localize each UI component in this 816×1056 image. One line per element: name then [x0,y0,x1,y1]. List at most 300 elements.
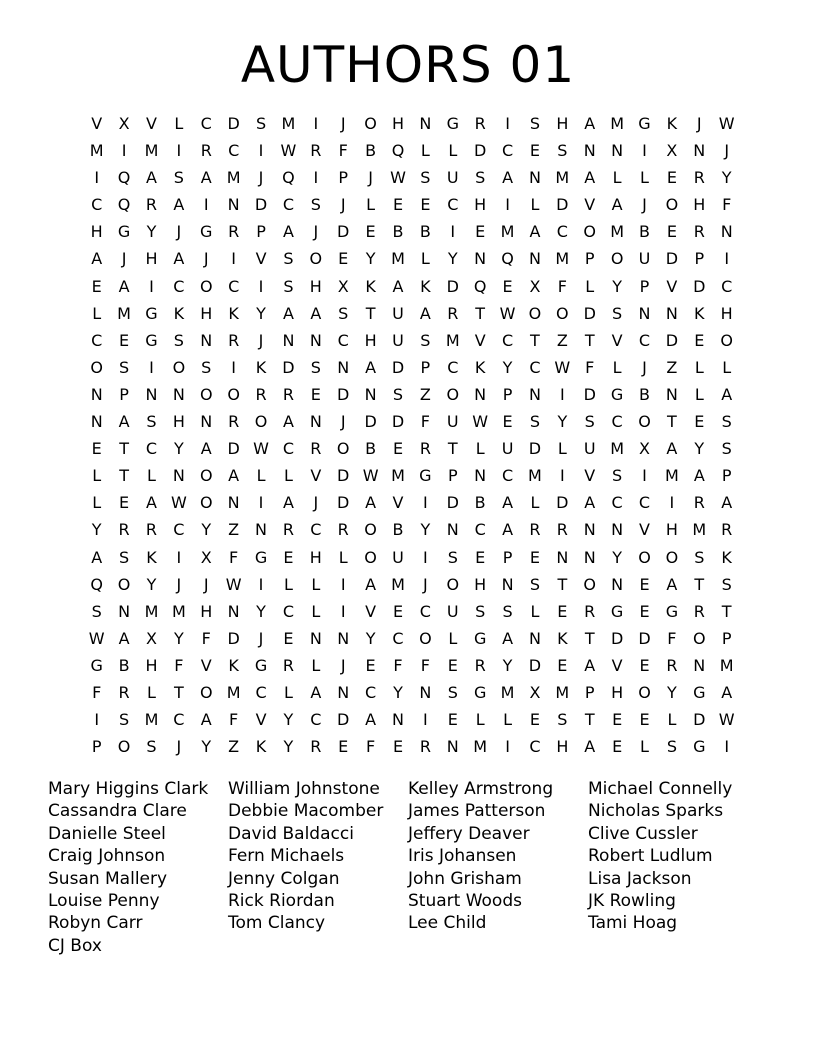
grid-letter[interactable]: M [144,141,159,161]
grid-letter[interactable]: G [693,682,706,702]
grid-letter[interactable]: M [500,222,515,242]
grid-letter[interactable]: R [200,141,212,161]
grid-letter[interactable]: M [117,303,131,323]
grid-letter[interactable]: N [337,628,350,648]
grid-letter[interactable]: M [555,168,570,188]
grid-letter[interactable]: P [447,466,458,486]
grid-letter[interactable]: I [642,466,647,486]
grid-letter[interactable]: P [91,737,102,757]
grid-letter[interactable]: A [584,737,596,757]
grid-letter[interactable]: A [365,710,377,730]
grid-letter[interactable]: E [502,412,513,432]
grid-letter[interactable]: L [612,168,622,188]
grid-letter[interactable]: S [502,601,513,621]
grid-letter[interactable]: N [392,710,404,730]
grid-letter[interactable]: B [474,493,486,513]
grid-letter[interactable]: F [585,357,595,377]
grid-letter[interactable]: G [419,466,432,486]
grid-letter[interactable]: Z [228,520,240,540]
grid-letter[interactable]: F [229,710,239,730]
grid-letter[interactable]: L [311,655,321,675]
grid-letter[interactable]: A [200,439,212,459]
grid-letter[interactable]: E [557,655,568,675]
grid-letter[interactable]: R [666,655,678,675]
grid-letter[interactable]: F [366,737,376,757]
grid-letter[interactable]: O [172,357,186,377]
grid-letter[interactable]: C [282,195,295,215]
grid-letter[interactable]: L [475,710,485,730]
grid-letter[interactable]: L [640,737,649,757]
grid-letter[interactable]: O [117,737,131,757]
grid-letter[interactable]: E [365,222,376,242]
grid-letter[interactable]: M [500,682,515,702]
grid-letter[interactable]: A [282,493,294,513]
grid-letter[interactable]: C [611,493,623,513]
grid-letter[interactable]: D [282,357,295,377]
grid-letter[interactable]: O [199,384,213,404]
grid-letter[interactable]: L [92,303,102,323]
grid-letter[interactable]: Q [282,168,295,188]
grid-letter[interactable]: L [530,493,540,513]
grid-letter[interactable]: V [584,195,596,215]
grid-letter[interactable]: B [419,222,431,242]
grid-letter[interactable]: I [559,466,565,486]
grid-letter[interactable]: A [282,303,294,323]
grid-letter[interactable]: E [420,195,431,215]
grid-letter[interactable]: D [583,384,596,404]
grid-letter[interactable]: U [446,412,459,432]
grid-letter[interactable]: R [474,114,486,133]
grid-letter[interactable]: I [340,574,346,594]
grid-letter[interactable]: S [584,412,595,432]
grid-letter[interactable]: H [556,114,569,133]
grid-letter[interactable]: W [718,710,735,730]
grid-letter[interactable]: D [446,276,459,296]
grid-letter[interactable]: U [392,547,404,567]
grid-letter[interactable]: G [117,222,131,242]
grid-letter[interactable]: I [176,141,182,161]
grid-letter[interactable]: M [664,466,679,486]
grid-letter[interactable]: T [475,303,486,323]
grid-letter[interactable]: S [557,710,568,730]
grid-letter[interactable]: Y [256,303,266,323]
grid-letter[interactable]: V [666,276,678,296]
grid-letter[interactable]: D [254,195,268,215]
grid-letter[interactable]: I [505,114,510,133]
grid-letter[interactable]: N [90,412,103,432]
grid-letter[interactable]: J [313,493,319,513]
grid-letter[interactable]: I [149,276,154,296]
grid-letter[interactable]: K [228,655,239,675]
grid-letter[interactable]: E [639,601,650,621]
grid-letter[interactable]: G [446,114,459,133]
grid-letter[interactable]: F [92,682,102,702]
grid-letter[interactable]: H [474,195,487,215]
grid-letter[interactable]: E [283,628,294,648]
grid-letter[interactable]: X [118,114,130,133]
grid-letter[interactable]: M [281,114,296,133]
grid-letter[interactable]: B [118,655,130,675]
grid-letter[interactable]: V [611,330,623,350]
grid-letter[interactable]: E [475,222,486,242]
grid-letter[interactable]: G [473,682,487,702]
grid-letter[interactable]: J [121,249,127,269]
grid-letter[interactable]: T [584,628,595,648]
grid-letter[interactable]: P [584,682,595,702]
grid-letter[interactable]: Y [146,574,157,594]
grid-letter[interactable]: J [176,222,182,242]
grid-letter[interactable]: O [336,439,350,459]
grid-letter[interactable]: N [172,466,185,486]
grid-letter[interactable]: A [721,682,733,702]
grid-letter[interactable]: U [392,303,404,323]
grid-letter[interactable]: N [227,493,240,513]
grid-letter[interactable]: A [693,466,705,486]
grid-letter[interactable]: L [585,276,595,296]
grid-letter[interactable]: J [724,141,730,161]
grid-letter[interactable]: S [420,168,431,188]
grid-letter[interactable]: I [258,493,264,513]
grid-letter[interactable]: Y [502,655,513,675]
grid-letter[interactable]: M [144,710,159,730]
grid-letter[interactable]: L [530,601,540,621]
grid-letter[interactable]: A [502,628,514,648]
grid-letter[interactable]: Y [365,249,376,269]
grid-letter[interactable]: N [419,114,432,133]
grid-letter[interactable]: T [667,412,677,432]
grid-letter[interactable]: M [391,466,405,486]
grid-letter[interactable]: C [447,357,459,377]
grid-letter[interactable]: S [146,737,157,757]
grid-letter[interactable]: O [227,384,240,404]
grid-letter[interactable]: Y [667,682,677,702]
grid-letter[interactable]: L [530,195,540,215]
grid-letter[interactable]: R [721,520,733,540]
grid-letter[interactable]: C [474,520,486,540]
grid-letter[interactable]: E [392,601,404,621]
grid-letter[interactable]: W [390,168,406,188]
grid-letter[interactable]: S [119,357,130,377]
grid-letter[interactable]: E [694,330,705,350]
grid-letter[interactable]: C [501,141,514,161]
grid-letter[interactable]: O [556,303,569,323]
grid-letter[interactable]: S [173,168,184,188]
grid-letter[interactable]: E [338,249,349,269]
grid-letter[interactable]: R [584,601,596,621]
grid-letter[interactable]: A [282,222,294,242]
grid-letter[interactable]: A [91,547,103,567]
grid-letter[interactable]: L [283,466,293,486]
grid-letter[interactable]: M [692,520,707,540]
grid-letter[interactable]: A [611,195,623,215]
grid-letter[interactable]: T [584,710,595,730]
grid-letter[interactable]: D [528,439,542,459]
grid-letter[interactable]: N [528,168,541,188]
grid-letter[interactable]: E [91,439,102,459]
grid-letter[interactable]: H [556,737,569,757]
grid-letter[interactable]: Z [666,357,678,377]
grid-letter[interactable]: T [557,574,568,594]
grid-letter[interactable]: S [557,141,568,161]
grid-letter[interactable]: I [94,168,100,188]
grid-letter[interactable]: R [556,520,568,540]
grid-letter[interactable]: G [693,737,706,757]
grid-letter[interactable]: L [448,628,458,648]
grid-letter[interactable]: N [611,574,624,594]
grid-letter[interactable]: Y [256,601,266,621]
grid-letter[interactable]: U [446,168,459,188]
grid-letter[interactable]: N [583,547,596,567]
grid-letter[interactable]: F [722,195,732,215]
grid-letter[interactable]: L [366,195,376,215]
grid-letter[interactable]: F [229,547,239,567]
grid-letter[interactable]: A [365,574,377,594]
grid-letter[interactable]: G [90,655,103,675]
grid-letter[interactable]: L [612,357,622,377]
grid-letter[interactable]: J [258,330,264,350]
grid-letter[interactable]: A [666,439,678,459]
grid-letter[interactable]: I [559,384,565,404]
grid-letter[interactable]: E [694,412,705,432]
grid-letter[interactable]: S [420,330,431,350]
grid-letter[interactable]: P [256,222,266,242]
grid-letter[interactable]: D [446,493,459,513]
grid-letter[interactable]: H [200,303,213,323]
grid-letter[interactable]: N [556,547,569,567]
grid-letter[interactable]: J [258,168,264,188]
grid-letter[interactable]: J [203,249,209,269]
grid-letter[interactable]: J [423,574,428,594]
grid-letter[interactable]: S [475,601,486,621]
grid-letter[interactable]: O [90,357,103,377]
grid-letter[interactable]: X [337,276,349,296]
grid-letter[interactable]: X [639,439,650,459]
grid-letter[interactable]: H [474,574,487,594]
grid-letter[interactable]: T [119,439,129,459]
grid-letter[interactable]: N [282,330,295,350]
grid-letter[interactable]: A [282,412,294,432]
grid-letter[interactable]: E [666,222,677,242]
grid-letter[interactable]: D [693,710,706,730]
grid-letter[interactable]: O [199,466,213,486]
grid-letter[interactable]: W [499,303,516,323]
grid-letter[interactable]: Q [473,276,487,296]
grid-letter[interactable]: S [119,710,130,730]
grid-letter[interactable]: N [309,628,322,648]
grid-letter[interactable]: U [392,330,404,350]
grid-letter[interactable]: Y [612,547,622,567]
grid-letter[interactable]: T [721,601,732,621]
grid-letter[interactable]: M [555,249,570,269]
grid-letter[interactable]: S [392,384,404,404]
grid-letter[interactable]: B [365,141,377,161]
grid-letter[interactable]: V [255,249,267,269]
grid-letter[interactable]: K [255,357,267,377]
grid-letter[interactable]: E [639,710,650,730]
grid-letter[interactable]: R [145,195,158,215]
grid-letter[interactable]: A [118,412,130,432]
grid-letter[interactable]: I [724,737,730,757]
grid-letter[interactable]: A [310,682,322,702]
grid-letter[interactable]: N [583,520,596,540]
grid-letter[interactable]: A [146,493,157,513]
grid-letter[interactable]: W [170,493,187,513]
grid-letter[interactable]: F [174,655,184,675]
grid-letter[interactable]: N [611,520,624,540]
grid-letter[interactable]: A [584,114,596,133]
grid-letter[interactable]: L [92,466,102,486]
grid-letter[interactable]: N [665,384,678,404]
grid-letter[interactable]: M [610,222,625,242]
grid-letter[interactable]: J [340,412,346,432]
grid-letter[interactable]: A [118,276,130,296]
grid-letter[interactable]: L [640,168,649,188]
grid-letter[interactable]: S [447,547,458,567]
grid-letter[interactable]: Y [201,737,212,757]
grid-letter[interactable]: Y [91,520,102,540]
grid-letter[interactable]: O [720,330,733,350]
grid-letter[interactable]: C [501,330,514,350]
grid-letter[interactable]: W [472,412,489,432]
grid-letter[interactable]: I [258,141,264,161]
grid-letter[interactable]: D [337,222,350,242]
grid-letter[interactable]: E [639,574,650,594]
grid-letter[interactable]: O [446,574,460,594]
grid-letter[interactable]: R [310,141,322,161]
grid-letter[interactable]: L [420,249,430,269]
grid-letter[interactable]: I [423,493,428,513]
grid-letter[interactable]: M [391,574,405,594]
grid-letter[interactable]: M [171,601,186,621]
grid-letter[interactable]: F [393,655,403,675]
grid-letter[interactable]: M [226,682,241,702]
grid-letter[interactable]: R [693,222,705,242]
grid-letter[interactable]: Y [201,520,212,540]
grid-letter[interactable]: S [283,249,294,269]
grid-letter[interactable]: S [612,466,623,486]
grid-letter[interactable]: G [145,303,158,323]
grid-letter[interactable]: C [282,439,295,459]
grid-letter[interactable]: N [638,303,651,323]
grid-letter[interactable]: G [254,547,268,567]
grid-letter[interactable]: H [611,682,624,702]
grid-letter[interactable]: T [584,330,595,350]
grid-letter[interactable]: A [173,195,185,215]
grid-letter[interactable]: O [638,412,651,432]
grid-letter[interactable]: D [364,412,377,432]
grid-letter[interactable]: P [420,357,431,377]
grid-letter[interactable]: I [450,222,456,242]
grid-letter[interactable]: I [121,141,127,161]
grid-letter[interactable]: L [475,439,485,459]
grid-letter[interactable]: J [696,114,702,133]
grid-letter[interactable]: O [364,114,377,133]
grid-letter[interactable]: R [337,520,349,540]
grid-letter[interactable]: Y [420,520,431,540]
grid-letter[interactable]: P [338,168,349,188]
grid-letter[interactable]: E [365,655,376,675]
grid-letter[interactable]: C [200,114,212,133]
grid-letter[interactable]: H [391,114,404,133]
grid-letter[interactable]: D [474,141,487,161]
grid-letter[interactable]: O [199,682,213,702]
grid-letter[interactable]: L [667,710,677,730]
grid-letter[interactable]: A [529,222,541,242]
grid-letter[interactable]: N [665,303,678,323]
grid-letter[interactable]: Y [694,439,705,459]
grid-letter[interactable]: D [227,439,240,459]
grid-letter[interactable]: Y [283,737,294,757]
grid-letter[interactable]: O [419,628,432,648]
grid-letter[interactable]: G [665,601,679,621]
grid-letter[interactable]: A [584,493,596,513]
grid-letter[interactable]: I [669,493,675,513]
grid-letter[interactable]: F [557,276,567,296]
grid-letter[interactable]: P [502,384,513,404]
grid-letter[interactable]: R [282,520,294,540]
grid-letter[interactable]: L [311,574,321,594]
grid-letter[interactable]: C [173,276,185,296]
grid-letter[interactable]: K [474,357,486,377]
grid-letter[interactable]: A [228,466,240,486]
grid-letter[interactable]: N [528,384,541,404]
grid-letter[interactable]: E [529,710,540,730]
grid-letter[interactable]: N [693,141,706,161]
grid-letter[interactable]: S [612,303,623,323]
grid-letter[interactable]: J [313,222,319,242]
grid-letter[interactable]: O [583,222,597,242]
grid-letter[interactable]: T [447,439,458,459]
grid-letter[interactable]: U [501,439,514,459]
grid-letter[interactable]: S [255,114,267,133]
grid-letter[interactable]: J [642,357,647,377]
grid-letter[interactable]: T [173,682,184,702]
grid-letter[interactable]: J [368,168,373,188]
grid-letter[interactable]: W [718,114,735,133]
grid-letter[interactable]: M [528,466,542,486]
grid-letter[interactable]: G [473,628,487,648]
grid-letter[interactable]: C [419,601,431,621]
grid-letter[interactable]: I [313,114,319,133]
grid-letter[interactable]: O [199,276,213,296]
grid-letter[interactable]: F [201,628,211,648]
grid-letter[interactable]: N [474,249,487,269]
grid-letter[interactable]: I [505,195,510,215]
grid-letter[interactable]: N [309,412,322,432]
grid-letter[interactable]: D [665,249,679,269]
grid-letter[interactable]: E [475,547,486,567]
grid-letter[interactable]: S [173,330,184,350]
grid-letter[interactable]: E [392,439,404,459]
grid-letter[interactable]: N [200,412,213,432]
grid-letter[interactable]: I [203,195,209,215]
grid-letter[interactable]: J [203,574,209,594]
grid-letter[interactable]: K [228,303,239,323]
grid-letter[interactable]: E [310,384,321,404]
grid-letter[interactable]: G [610,601,624,621]
grid-letter[interactable]: W [554,357,571,377]
grid-letter[interactable]: D [528,655,542,675]
grid-letter[interactable]: A [118,628,130,648]
grid-letter[interactable]: V [584,466,596,486]
grid-letter[interactable]: N [528,249,541,269]
grid-letter[interactable]: R [310,439,322,459]
grid-letter[interactable]: H [200,601,213,621]
grid-letter[interactable]: R [228,412,240,432]
grid-letter[interactable]: X [529,682,541,702]
grid-letter[interactable]: P [694,249,705,269]
grid-letter[interactable]: S [201,357,212,377]
